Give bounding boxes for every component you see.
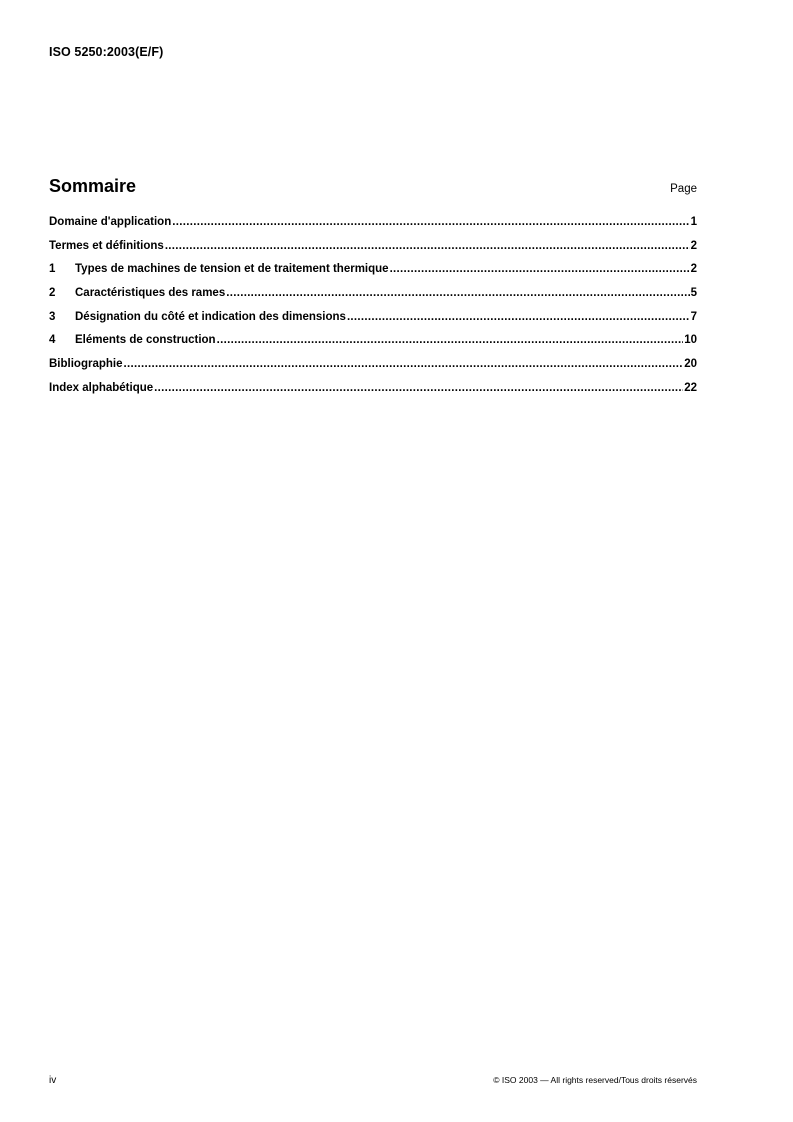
toc-entry-page: 10: [684, 334, 697, 347]
toc-dot-leader: [154, 382, 683, 394]
toc-entry-page: 7: [690, 310, 697, 323]
toc-dot-leader: [226, 287, 689, 299]
toc-title: Sommaire: [49, 176, 137, 196]
toc-entry-number: 1: [49, 263, 56, 276]
toc-entry-terms[interactable]: [49, 240, 697, 256]
footer-page-number: iv: [49, 1075, 57, 1086]
toc-entry-label: Désignation du côté et indication des dimensions: [75, 310, 346, 323]
toc-dot-leader: [165, 240, 690, 252]
toc-entry-page: 20: [684, 358, 697, 371]
toc-entry-page: 2: [690, 239, 697, 252]
toc-entry-label: Bibliographie: [49, 358, 123, 371]
toc-entry-index[interactable]: [49, 382, 697, 398]
toc-dot-leader: [217, 334, 684, 346]
toc-dot-leader: [123, 358, 683, 370]
toc-entry-label: Domaine d'application: [49, 216, 172, 228]
toc-entry-number: 3: [49, 310, 56, 323]
document-reference: ISO 5250:2003(E/F): [49, 45, 164, 59]
toc-entry-label: Index alphabétique: [49, 381, 154, 394]
toc-entry-scope[interactable]: [49, 216, 697, 232]
toc-entry-number: 2: [49, 287, 56, 300]
toc-dot-leader: [390, 263, 690, 275]
toc-entry-section-2[interactable]: [49, 287, 697, 303]
toc-entry-section-3[interactable]: [49, 311, 697, 327]
toc-entry-label: Termes et définitions: [49, 239, 164, 252]
toc-entry-page: 1: [690, 216, 697, 228]
toc-entry-number: 4: [49, 334, 56, 347]
table-of-contents: [49, 216, 697, 406]
toc-entry-section-4[interactable]: [49, 334, 697, 350]
toc-entry-label: Caractéristiques des rames: [75, 287, 226, 300]
toc-dot-leader: [172, 216, 689, 228]
toc-entry-bibliography[interactable]: [49, 358, 697, 374]
toc-title-row: [49, 176, 697, 197]
toc-page-column-label: Page: [670, 183, 697, 195]
toc-entry-page: 5: [690, 287, 697, 300]
toc-entry-label: Types de machines de tension et de traitement thermique: [75, 263, 389, 276]
toc-entry-page: 22: [684, 381, 697, 394]
footer-copyright: © ISO 2003 — All rights reserved/Tous droits réservés: [493, 1075, 697, 1085]
toc-entry-page: 2: [690, 263, 697, 276]
toc-entry-section-1[interactable]: [49, 263, 697, 279]
toc-entry-label: Éléments de construction: [75, 334, 216, 347]
toc-dot-leader: [347, 311, 690, 323]
